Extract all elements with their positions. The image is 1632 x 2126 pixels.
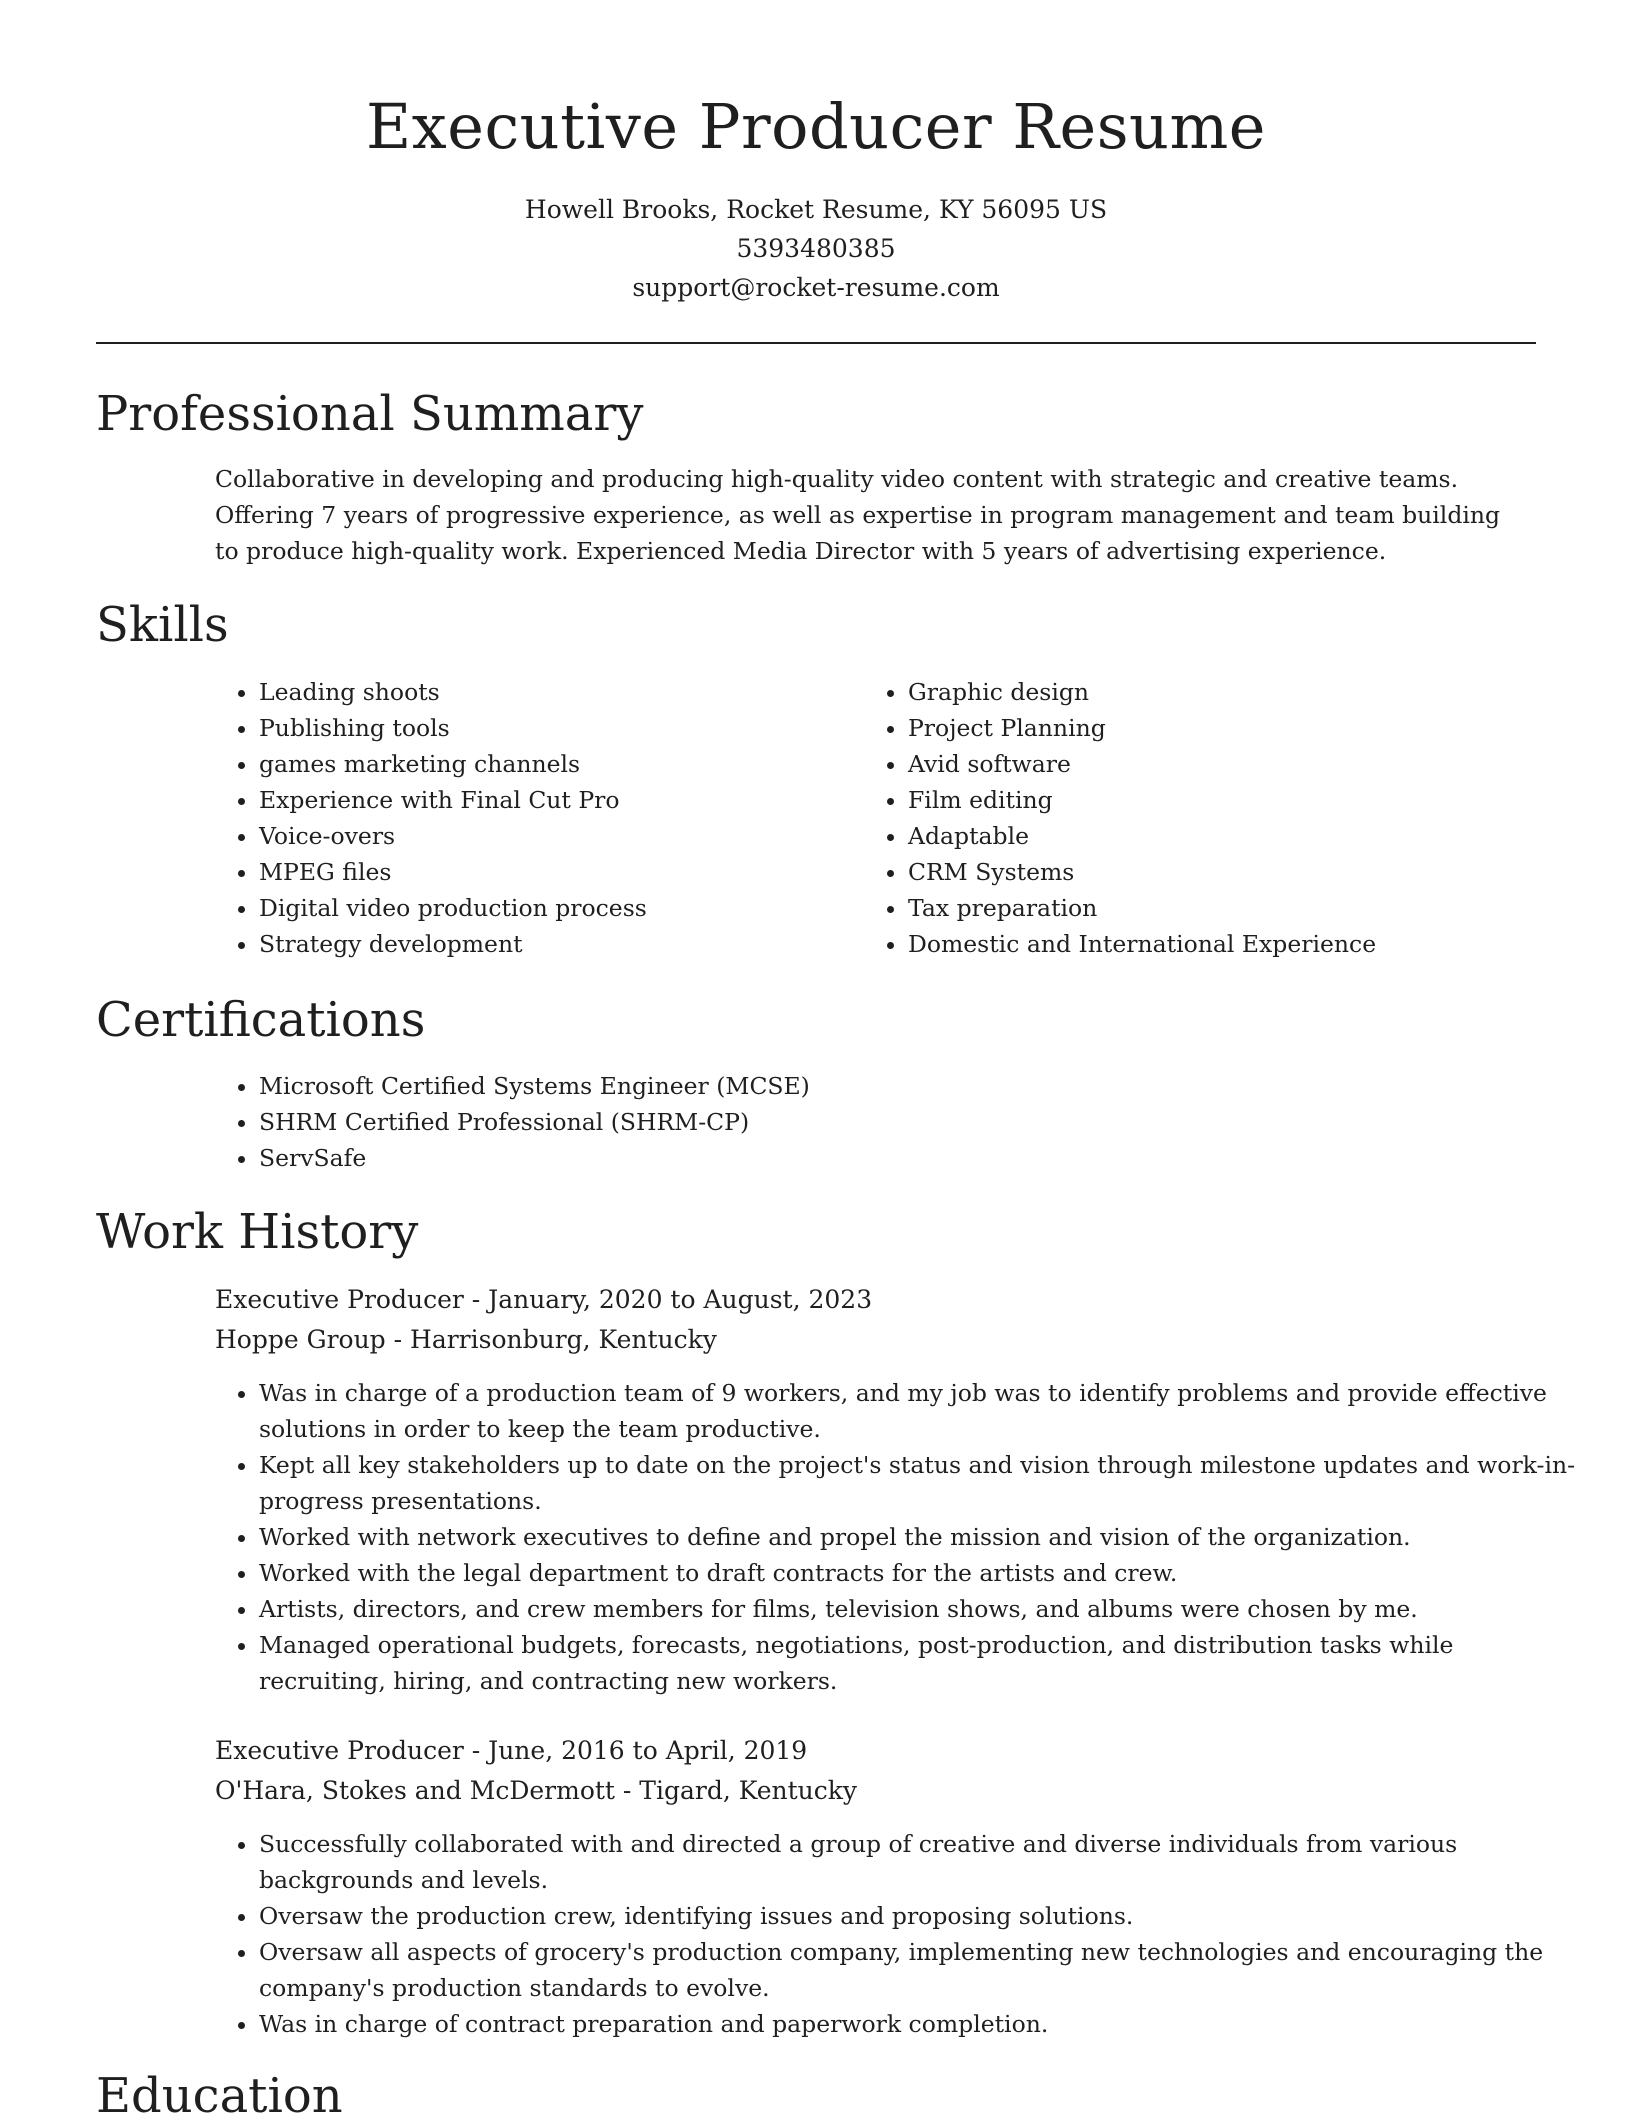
job-bullet: • Oversaw all aspects of grocery's production company, implementing new technologies and encouraging the company's production standards to evolve. [259, 1934, 1584, 2006]
job-bullets [215, 1375, 1584, 1699]
certification-item: • ServSafe [259, 1140, 1259, 1176]
certification-item: • SHRM Certified Professional (SHRM-CP) [259, 1104, 1259, 1140]
job-bullet: • Was in charge of a production team of 9 workers, and my job was to identify problems and provide effective solutions in order to keep the team productive. [259, 1375, 1584, 1447]
job-title-line: Executive Producer - June, 2016 to April, 2019 [215, 1736, 808, 1765]
skill-item: • games marketing channels [259, 746, 859, 782]
job-company-line: O'Hara, Stokes and McDermott - Tigard, Kentucky [215, 1776, 858, 1805]
skill-item: • Avid software [908, 746, 1508, 782]
skill-item: • Adaptable [908, 818, 1508, 854]
summary-heading: Professional Summary [96, 386, 644, 442]
job-bullet: • Oversaw the production crew, identifying issues and proposing solutions. [259, 1898, 1584, 1934]
work-history-heading: Work History [96, 1204, 419, 1260]
skill-item: • Domestic and International Experience [908, 926, 1508, 962]
skill-item: • Tax preparation [908, 890, 1508, 926]
skills-list-right [908, 674, 1508, 962]
contact-address: Howell Brooks, Rocket Resume, KY 56095 US [524, 195, 1108, 224]
job-bullet: • Artists, directors, and crew members for films, television shows, and albums were chosen by me. [259, 1591, 1584, 1627]
skill-item: • Film editing [908, 782, 1508, 818]
skill-item: • Digital video production process [259, 890, 859, 926]
skill-item: • CRM Systems [908, 854, 1508, 890]
contact-email: support@rocket-resume.com [632, 273, 1000, 302]
job-company-line: Hoppe Group - Harrisonburg, Kentucky [215, 1325, 717, 1354]
skills-list-left [259, 674, 859, 962]
header-divider [96, 342, 1536, 344]
job-bullets [215, 1826, 1584, 2042]
job-bullet: • Kept all key stakeholders up to date on the project's status and vision through milestone updates and work-in-progress presentations. [259, 1447, 1584, 1519]
skill-item: • Publishing tools [259, 710, 859, 746]
resume-title: Executive Producer Resume [366, 90, 1266, 163]
job-bullet: • Successfully collaborated with and directed a group of creative and diverse individuals from various backgrounds and levels. [259, 1826, 1584, 1898]
skill-item: • MPEG files [259, 854, 859, 890]
education-heading: Education [96, 2068, 343, 2124]
skill-item: • Experience with Final Cut Pro [259, 782, 859, 818]
job-bullet: • Worked with network executives to define and propel the mission and vision of the organization. [259, 1519, 1584, 1555]
summary-text: Collaborative in developing and producing high-quality video content with strategic and creative teams. Offering 7 years of progressive experience, as well as expertise in program management and team building to produce high-quality work. Experienced Media Director with 5 years of advertising experience. [215, 465, 1501, 565]
contact-phone: 5393480385 [736, 234, 896, 263]
certifications-heading: Certifications [96, 992, 426, 1048]
contact-block [96, 190, 1536, 307]
job-bullet: • Was in charge of contract preparation and paperwork completion. [259, 2006, 1584, 2042]
skill-item: • Project Planning [908, 710, 1508, 746]
skills-heading: Skills [96, 597, 229, 653]
skill-item: • Strategy development [259, 926, 859, 962]
certifications-list [215, 1068, 1259, 1176]
skill-item: • Leading shoots [259, 674, 859, 710]
certification-item: • Microsoft Certified Systems Engineer (MCSE) [259, 1068, 1259, 1104]
job-title-line: Executive Producer - January, 2020 to August, 2023 [215, 1285, 873, 1314]
skill-item: • Voice-overs [259, 818, 859, 854]
job-bullet: • Managed operational budgets, forecasts, negotiations, post-production, and distribution tasks while recruiting, hiring, and contracting new workers. [259, 1627, 1584, 1699]
job-bullet: • Worked with the legal department to draft contracts for the artists and crew. [259, 1555, 1584, 1591]
skill-item: • Graphic design [908, 674, 1508, 710]
